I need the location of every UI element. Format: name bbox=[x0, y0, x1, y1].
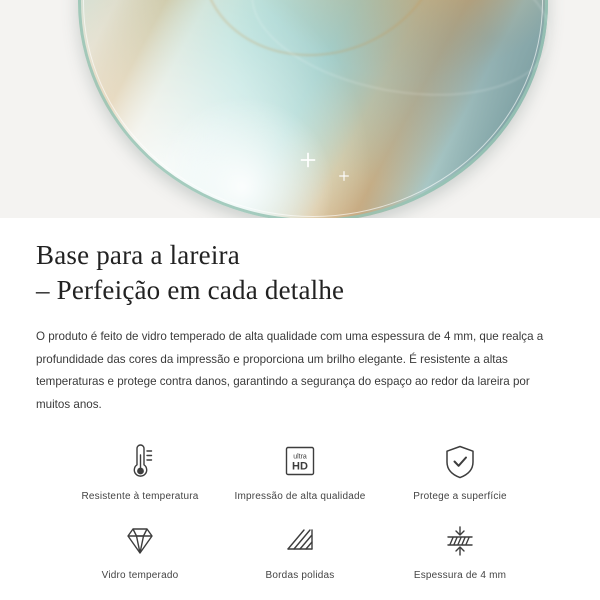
feature-label: Bordas polidas bbox=[265, 569, 335, 581]
body-paragraph: O produto é feito de vidro temperado de alta qualidade com uma espessura de 4 mm, que realça a profundidade das cores da impressão e proporciona um brilho elegante. É resistente a altas temperaturas e protege contra danos, garantindo a segurança do espaço ao redor da lareira por muitos anos. bbox=[36, 330, 544, 411]
thickness-arrows-icon bbox=[438, 520, 482, 562]
hero-image bbox=[0, 0, 600, 218]
feature-item bbox=[380, 441, 540, 502]
text-content bbox=[0, 218, 600, 581]
diamond-icon bbox=[119, 520, 161, 562]
feature-label: Impressão de alta qualidade bbox=[234, 490, 366, 502]
feature-grid bbox=[36, 441, 564, 581]
ultra-hd-icon bbox=[280, 441, 320, 483]
feature-label: Protege a superfície bbox=[413, 490, 507, 502]
feature-item bbox=[220, 441, 380, 502]
headline-line-2: – Perfeição em cada detalhe bbox=[36, 275, 345, 306]
feature-label: Vidro temperado bbox=[101, 569, 179, 581]
feature-item bbox=[220, 520, 380, 581]
svg-text:HD: HD bbox=[292, 460, 308, 473]
feature-item bbox=[60, 520, 220, 581]
feature-label: Espessura de 4 mm bbox=[413, 569, 507, 581]
polished-edges-icon bbox=[280, 520, 320, 562]
thermometer-icon bbox=[123, 441, 157, 483]
page-title bbox=[36, 238, 564, 308]
svg-text:ultra: ultra bbox=[293, 453, 307, 461]
shield-check-icon bbox=[441, 441, 479, 483]
feature-label: Resistente à temperatura bbox=[81, 490, 199, 502]
headline-line-1: Base para a lareira bbox=[36, 240, 240, 270]
feature-item bbox=[380, 520, 540, 581]
feature-item bbox=[60, 441, 220, 502]
